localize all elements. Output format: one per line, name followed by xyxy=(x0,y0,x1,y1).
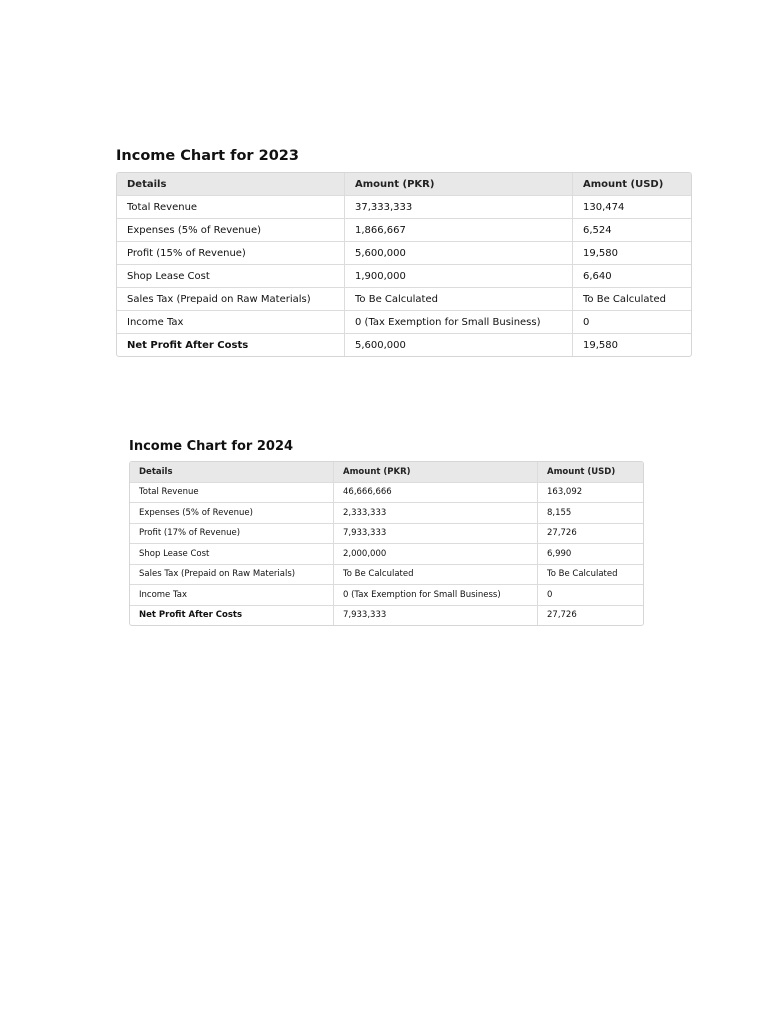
cell-amount-usd: To Be Calculated xyxy=(573,288,691,311)
cell-amount-pkr: 5,600,000 xyxy=(345,242,573,265)
cell-amount-usd: To Be Calculated xyxy=(538,565,643,586)
cell-amount-pkr: 1,900,000 xyxy=(345,265,573,288)
cell-amount-pkr: 37,333,333 xyxy=(345,196,573,219)
column-header-amount-pkr: Amount (PKR) xyxy=(334,462,538,483)
cell-details: Income Tax xyxy=(117,311,345,334)
table-row xyxy=(117,196,691,219)
table-row-net-profit xyxy=(117,334,691,356)
table-row xyxy=(130,565,643,586)
cell-amount-pkr: 7,933,333 xyxy=(334,524,538,545)
cell-amount-pkr: 1,866,667 xyxy=(345,219,573,242)
column-header-details: Details xyxy=(130,462,334,483)
table-row-net-profit xyxy=(130,606,643,626)
cell-amount-usd: 0 xyxy=(573,311,691,334)
chart-title-2024: Income Chart for 2024 xyxy=(129,439,294,454)
income-chart-2024 xyxy=(129,438,642,626)
table-row xyxy=(117,311,691,334)
cell-details: Income Tax xyxy=(130,585,334,606)
column-header-amount-usd: Amount (USD) xyxy=(538,462,643,483)
cell-details: Expenses (5% of Revenue) xyxy=(130,503,334,524)
column-header-details: Details xyxy=(117,173,345,196)
cell-amount-usd: 163,092 xyxy=(538,483,643,504)
cell-details: Net Profit After Costs xyxy=(117,334,345,356)
cell-amount-pkr: 2,000,000 xyxy=(334,544,538,565)
cell-amount-pkr: 2,333,333 xyxy=(334,503,538,524)
cell-amount-pkr: To Be Calculated xyxy=(345,288,573,311)
cell-details: Sales Tax (Prepaid on Raw Materials) xyxy=(130,565,334,586)
cell-amount-usd: 0 xyxy=(538,585,643,606)
cell-details: Sales Tax (Prepaid on Raw Materials) xyxy=(117,288,345,311)
table-row xyxy=(130,585,643,606)
table-row xyxy=(130,503,643,524)
income-table-2023 xyxy=(116,172,692,357)
table-row xyxy=(130,544,643,565)
cell-amount-usd: 27,726 xyxy=(547,610,577,621)
income-table-2024 xyxy=(129,461,644,626)
cell-details: Expenses (5% of Revenue) xyxy=(117,219,345,242)
cell-amount-pkr: 7,933,333 xyxy=(334,606,538,626)
cell-details: Shop Lease Cost xyxy=(130,544,334,565)
cell-amount-usd: 6,524 xyxy=(573,219,691,242)
table-row xyxy=(117,242,691,265)
cell-amount-usd: 27,726 xyxy=(538,524,643,545)
cell-amount-pkr: To Be Calculated xyxy=(334,565,538,586)
cell-amount-pkr: 0 (Tax Exemption for Small Business) xyxy=(334,585,538,606)
cell-amount-usd: 130,474 xyxy=(573,196,691,219)
column-header-amount-usd: Amount (USD) xyxy=(573,173,691,196)
cell-amount-usd: 8,155 xyxy=(538,503,643,524)
table-row xyxy=(117,219,691,242)
table-row xyxy=(117,265,691,288)
cell-amount-pkr: 0 (Tax Exemption for Small Business) xyxy=(345,311,573,334)
cell-amount-pkr: 46,666,666 xyxy=(334,483,538,504)
column-header-amount-pkr: Amount (PKR) xyxy=(345,173,573,196)
cell-amount-usd: 19,580 xyxy=(583,339,618,351)
cell-details: Net Profit After Costs xyxy=(130,606,334,626)
cell-details: Total Revenue xyxy=(130,483,334,504)
table-row xyxy=(130,483,643,504)
cell-details: Total Revenue xyxy=(117,196,345,219)
cell-amount-usd: 6,640 xyxy=(573,265,691,288)
table-header-row xyxy=(130,462,643,483)
table-header-row xyxy=(117,173,691,196)
chart-title-2023: Income Chart for 2023 xyxy=(116,148,299,164)
table-row xyxy=(130,524,643,545)
cell-details: Profit (15% of Revenue) xyxy=(117,242,345,265)
cell-amount-pkr: 5,600,000 xyxy=(345,334,573,356)
cell-amount-usd: 6,990 xyxy=(538,544,643,565)
income-chart-2023 xyxy=(116,146,690,357)
cell-amount-usd: 19,580 xyxy=(573,242,691,265)
table-row xyxy=(117,288,691,311)
cell-details: Shop Lease Cost xyxy=(117,265,345,288)
cell-details: Profit (17% of Revenue) xyxy=(130,524,334,545)
